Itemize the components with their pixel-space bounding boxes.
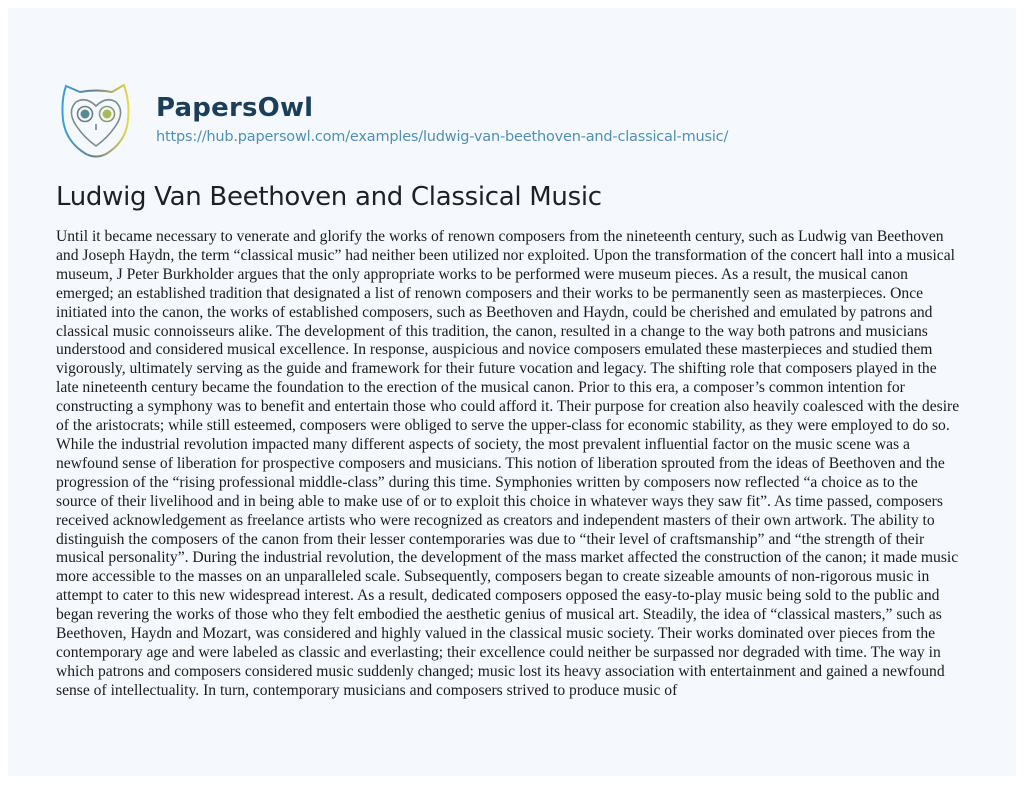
document-title: Ludwig Van Beethoven and Classical Music [56, 182, 602, 212]
body-line: late nineteenth century became the foundation to the erection of the musical canon. Prior to this era, a composer’s common intention for [56, 379, 905, 397]
body-line: progression of the “rising professional middle-class” during this time. Symphonies written by composers now reflected “a choice as to the [56, 473, 918, 491]
body-line: more accessible to the masses on an unparalleled scale. Subsequently, composers began to create sizeable amounts of non-rigorous music in [56, 568, 930, 586]
source-url-link[interactable]: https://hub.papersowl.com/examples/ludwig-van-beethoven-and-classical-music/ [156, 129, 729, 145]
body-line: While the industrial revolution impacted many different aspects of society, the most prevalent influential factor on the music scene was a [56, 435, 910, 453]
body-line: constructing a symphony was to benefit and entertain those who could afford it. Their purpose for creation also heavily coalesced with the desire [56, 398, 960, 416]
body-line: emerged; an established tradition that designated a list of renown composers and their works to be permanently seen as masterpieces. Once [56, 284, 924, 302]
body-line: began revering the works of those who they felt embodied the aesthetic genius of musical art. Steadily, the idea of “classical masters,” such as [56, 606, 942, 624]
body-line: musical personality”. During the industrial revolution, the development of the mass market affected the construction of the canon; it made music [56, 549, 959, 567]
body-line: which patrons and composers considered music suddenly changed; music lost its heavy association with entertainment and gained a newfound [56, 662, 945, 680]
body-line: museum, J Peter Burkholder argues that the only appropriate works to be performed were museum pieces. As a result, the musical canon [56, 265, 908, 283]
body-line: source of their livelihood and in being able to make use of or to exploit this choice in whatever ways they saw fit”. As time passed, composers [56, 492, 943, 510]
body-line: initiated into the canon, the works of established composers, such as Beethoven and Haydn, could be cherished and emulated by patrons and [56, 303, 933, 321]
body-line: vigorously, ultimately serving as the guide and framework for their future vocation and legacy. The shifting role that composers played in the [56, 360, 937, 378]
body-line: distinguish the composers of the canon from their lesser contemporaries was due to “their level of craftsmanship” and “the strength of their [56, 530, 925, 548]
body-line: of the aristocrats; while still esteemed, composers were obliged to serve the upper-class for economic stability, as they were employed to do so. [56, 417, 950, 435]
body-line: contemporary age and were labeled as classic and everlasting; their excellence could neither be surpassed nor degraded with time. The way in [56, 643, 941, 661]
body-line: and Joseph Haydn, the term “classical music” had neither been utilized nor exploited. Upon the transformation of the concert hall into a musical [56, 246, 955, 264]
body-line: Until it became necessary to venerate and glorify the works of renown composers from the nineteenth century, such as Ludwig van Beethoven [56, 228, 944, 245]
brand-block [156, 92, 728, 148]
body-line: Beethoven, Haydn and Mozart, was considered and highly valued in the classical music society. Their works dominated over pieces from the [56, 625, 936, 643]
document-body [56, 228, 1016, 701]
document-page [8, 8, 1016, 776]
body-line: received acknowledgement as freelance artists who were recognized as creators and independent masters of their own artwork. The ability to [56, 511, 935, 529]
body-line: attempt to cater to this new widespread interest. As a result, dedicated composers opposed the easy-to-play music being sold to the public and [56, 587, 940, 605]
body-line: newfound sense of liberation for prospective composers and musicians. This notion of liberation sprouted from the ideas of Beethoven and the [56, 454, 945, 472]
site-header [58, 70, 728, 170]
owl-logo-icon [58, 80, 134, 160]
body-line: understood and considered musical excellence. In response, auspicious and novice composers emulated these masterpieces and studied them [56, 341, 933, 359]
body-line: sense of intellectuality. In turn, contemporary musicians and composers strived to produce music of [56, 681, 678, 699]
brand-name[interactable]: PapersOwl [156, 93, 314, 123]
body-line: classical music connoisseurs alike. The development of this tradition, the canon, resulted in a change to the way both patrons and musicians [56, 322, 928, 340]
